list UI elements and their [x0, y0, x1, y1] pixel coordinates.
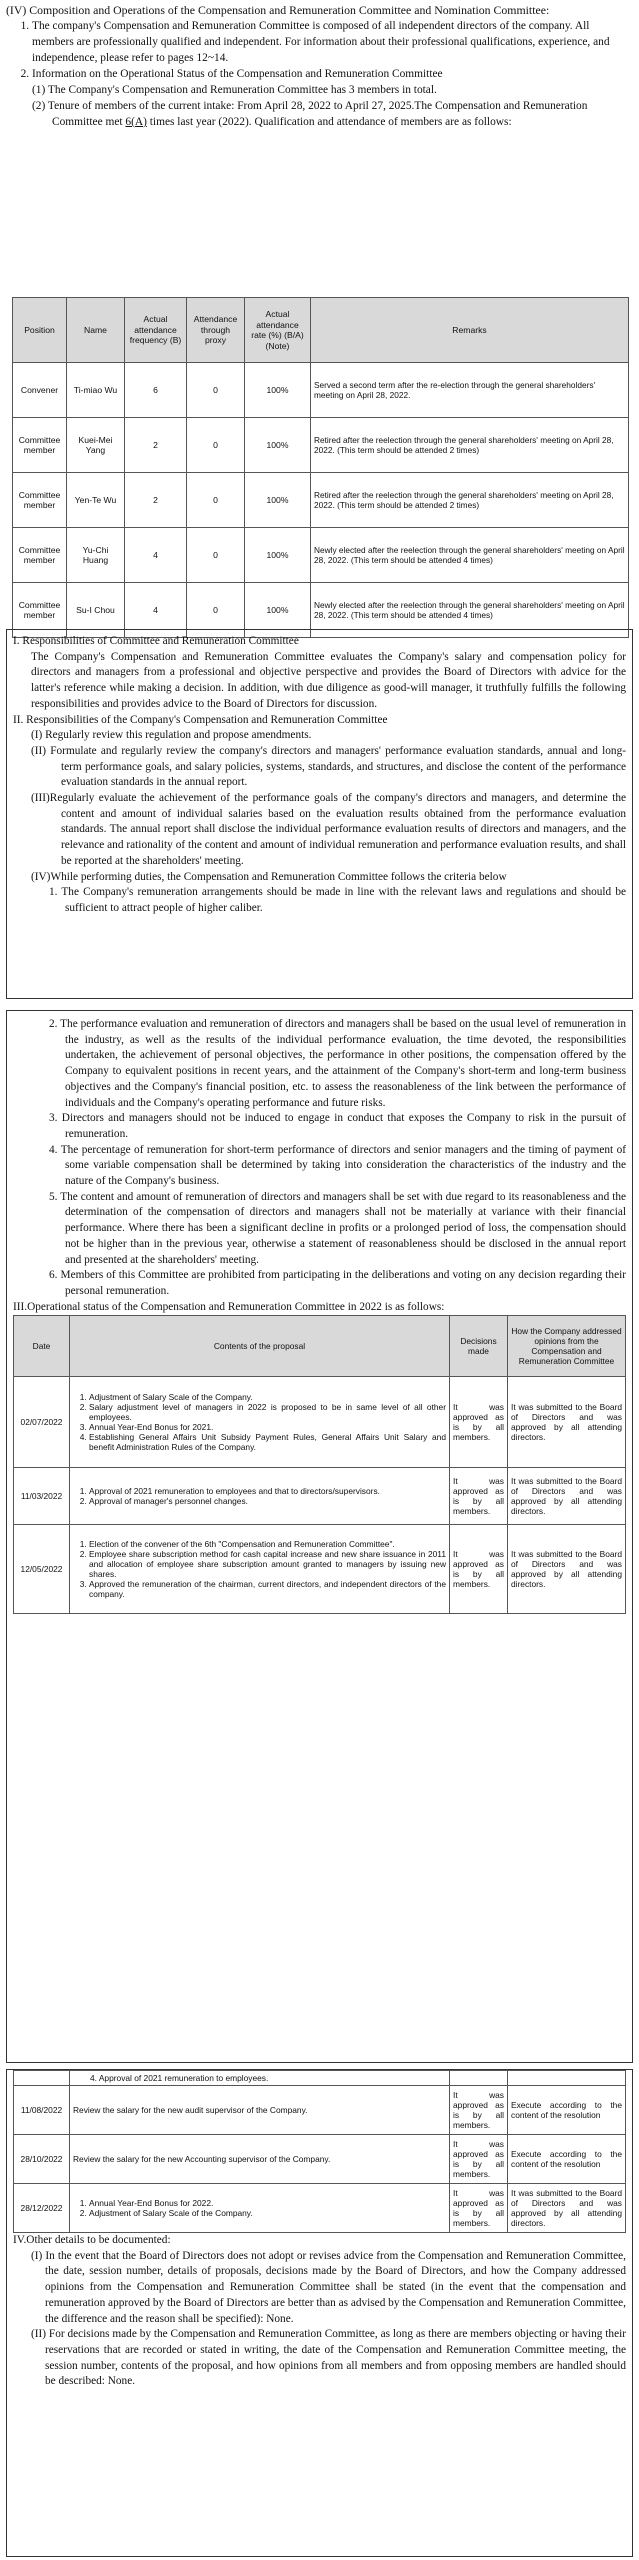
cell-rate: 100%: [245, 528, 311, 583]
cell-contents: Review the salary for the new audit supervisor of the Company.: [70, 2086, 450, 2135]
criteria-6: 6. Members of this Committee are prohibited from participating in the deliberations and voting on any decision regarding their personal remuneration.: [49, 1269, 626, 1297]
cell-actual: 4: [125, 528, 187, 583]
cell-remarks: Served a second term after the re-election through the general shareholders' meeting on April 28, 2022.: [311, 363, 629, 418]
cell-date: [14, 2071, 70, 2086]
other-detail-ii: (II) For decisions made by the Compensation and Remuneration Committee, as long as there are members objecting or having their reservations that are recorded or stated in writing, the date of the Compensation and Remuneration Committee meeting, the session number, contents of the proposal, and how opinions from all members and from opposing members are handled should be described: None.: [31, 2328, 626, 2388]
cell-position: Committee member: [13, 528, 67, 583]
header-name: Name: [67, 298, 125, 363]
cell-remarks: Retired after the reelection through the general shareholders' meeting on April 28, 2022. (This term should be attended 2 times): [311, 418, 629, 473]
cell-position: Committee member: [13, 473, 67, 528]
cell-date: 02/07/2022: [14, 1377, 70, 1468]
section-iv-sub-2: [32, 98, 634, 130]
responsibilities-box: [6, 629, 633, 999]
cell-contents: [70, 1525, 450, 1614]
cell-contents: [70, 1377, 450, 1468]
cell-proxy: 0: [187, 473, 245, 528]
other-detail-i: (I) In the event that the Board of Directors does not adopt or revises advice from the Compensation and Remuneration Committee, the date, session number, details of proposals, decisions made by the Board of Directors, and how the Company addressed opinions from the Compensation and Remuneration Committee shall be stated (in the event that the compensation and remuneration approved by the Board of Directors are better than as advised by the Compensation and Remuneration Committee, the difference and the reason shall be specified): None.: [31, 2249, 626, 2325]
sub2-times: 6(A): [125, 116, 147, 128]
cell-decision: It was approved as is by all members.: [450, 2184, 508, 2233]
table-row: [13, 363, 629, 418]
cell-name: Kuei-Mei Yang: [67, 418, 125, 473]
responsibility-i: (I) Regularly review this regulation and propose amendments.: [31, 729, 312, 742]
table-row: [14, 1377, 626, 1468]
attendance-header-row: [13, 298, 629, 363]
header-remarks: Remarks: [311, 298, 629, 363]
cell-handling: It was submitted to the Board of Directors and was approved by all attending directors.: [508, 1377, 626, 1468]
cell-actual: 2: [125, 473, 187, 528]
proposal-list: [73, 1486, 446, 1506]
operational-status-heading: III.Operational status of the Compensation and Remuneration Committee in 2022 is as follows:: [13, 1300, 445, 1313]
cell-decision: [450, 2071, 508, 2086]
sub2-pre: (2) Tenure of members of the current intake: From April 28, 2022 to April 27, 2025.The Compensation and Remuneration Committee met: [32, 100, 588, 128]
table-row: [14, 1525, 626, 1614]
table-row: [14, 2184, 626, 2233]
cell-name: Ti-miao Wu: [67, 363, 125, 418]
cell-rate: 100%: [245, 473, 311, 528]
attendance-table: [12, 297, 629, 638]
cell-rate: 100%: [245, 583, 311, 638]
section-iv: [6, 2, 634, 130]
cell-handling: It was submitted to the Board of Directors and was approved by all attending directors.: [508, 2184, 626, 2233]
table-row: [14, 1468, 626, 1525]
cell-decision: It was approved as is by all members.: [450, 1525, 508, 1614]
list-item: 1. Election of the convener of the 6th "Compensation and Remuneration Committee".: [89, 1539, 446, 1549]
criteria-4: 4. The percentage of remuneration for short-term performance of directors and senior managers and the timing of payment of some variable compensation shall be determined by taking into consideration the characteristics of the industry and the nature of the Company's business.: [49, 1143, 626, 1188]
list-item: 1. Adjustment of Salary Scale of the Company.: [89, 1392, 446, 1402]
cell-handling: Execute according to the content of the resolution: [508, 2086, 626, 2135]
responsibilities-heading-2: II. Responsibilities of the Company's Compensation and Remuneration Committee: [13, 713, 388, 726]
responsibilities-paragraph: The Company's Compensation and Remuneration Committee evaluates the Company's salary and compensation policy for directors and managers from a professional and objective perspective and provides the Board of Directors with advice for the latter's reference while making a decision. In addition, with due diligence as good-will manager, it truthfully fulfills the following responsibilities and provides advice to the Board of Directors for discussion.: [31, 650, 626, 710]
cell-handling: It was submitted to the Board of Directors and was approved by all attending directors.: [508, 1525, 626, 1614]
table-row: [13, 473, 629, 528]
cell-rate: 100%: [245, 418, 311, 473]
proposal-list: [73, 1539, 446, 1599]
criteria-3: 3. Directors and managers should not be induced to engage in conduct that exposes the Company to risk in the pursuit of remuneration.: [49, 1112, 626, 1140]
cell-date: 11/08/2022: [14, 2086, 70, 2135]
cell-position: Convener: [13, 363, 67, 418]
operational-header-row: [14, 1316, 626, 1377]
responsibility-ii: (II) Formulate and regularly review the company's directors and managers' performance evaluation standards, annual and long-term performance goals, and salary policies, systems, standards, and structures, and disclose the content of the performance evaluation standards in the annual report.: [31, 744, 626, 789]
header-handling: How the Company addressed opinions from the Compensation and Remuneration Committee: [508, 1316, 626, 1377]
cell-date: 11/03/2022: [14, 1468, 70, 1525]
section-iv-sublist: [32, 82, 634, 130]
cell-remarks: Newly elected after the reelection through the general shareholders' meeting on April 28, 2022. (This term should be attended 4 times): [311, 528, 629, 583]
header-date: Date: [14, 1316, 70, 1377]
table-row: [13, 528, 629, 583]
cell-actual: 4: [125, 583, 187, 638]
table-row: [14, 2086, 626, 2135]
cell-date: 28/10/2022: [14, 2135, 70, 2184]
cell-name: Yen-Te Wu: [67, 473, 125, 528]
proposal-list: [73, 1392, 446, 1452]
cell-date: 12/05/2022: [14, 1525, 70, 1614]
cell-decision: It was approved as is by all members.: [450, 1377, 508, 1468]
header-position: Position: [13, 298, 67, 363]
section-iv-heading: (IV) Composition and Operations of the Compensation and Remuneration Committee and Nomination Committee:: [6, 3, 550, 17]
list-item: 1. Annual Year-End Bonus for 2022.: [89, 2198, 446, 2208]
cell-proxy: 0: [187, 583, 245, 638]
header-proxy: Attendance through proxy: [187, 298, 245, 363]
cell-handling: It was submitted to the Board of Directors and was approved by all attending directors.: [508, 1468, 626, 1525]
section-iv-item-2-text: Information on the Operational Status of the Compensation and Remuneration Committee: [32, 68, 443, 80]
cell-date: 28/12/2022: [14, 2184, 70, 2233]
list-item: 2. Salary adjustment level of managers in 2022 is proposed to be in same level of all other employees.: [89, 1402, 446, 1422]
responsibilities-heading-1: I. Responsibilities of Committee and Remuneration Committee: [13, 635, 299, 647]
responsibility-iv: (IV)While performing duties, the Compensation and Remuneration Committee follows the criteria below: [31, 870, 507, 883]
table-row: [13, 418, 629, 473]
continued-box: [6, 2069, 633, 2557]
cell-contents: [70, 2184, 450, 2233]
cell-contents: 4. Approval of 2021 remuneration to employees.: [70, 2071, 450, 2086]
cell-decision: It was approved as is by all members.: [450, 2135, 508, 2184]
cell-actual: 6: [125, 363, 187, 418]
cell-remarks: Newly elected after the reelection through the general shareholders' meeting on April 28, 2022. (This term should be attended 4 times): [311, 583, 629, 638]
cell-decision: It was approved as is by all members.: [450, 1468, 508, 1525]
cell-proxy: 0: [187, 418, 245, 473]
header-contents: Contents of the proposal: [70, 1316, 450, 1377]
cell-handling: [508, 2071, 626, 2086]
criteria-1: 1. The Company's remuneration arrangements should be made in line with the relevant laws and regulations and should be sufficient to attract people of higher caliber.: [49, 886, 626, 914]
header-actual-attendance: Actual attendance frequency (B): [125, 298, 187, 363]
list-item: 2. Adjustment of Salary Scale of the Company.: [89, 2208, 446, 2218]
list-item: 1. Approval of 2021 remuneration to employees and that to directors/supervisors.: [89, 1486, 446, 1496]
section-iv-item-2: [32, 66, 634, 130]
operational-status-table-continued: [13, 2070, 626, 2233]
header-rate: Actual attendance rate (%) (B/A) (Note): [245, 298, 311, 363]
cell-actual: 2: [125, 418, 187, 473]
criteria-box: [6, 1010, 633, 2063]
responsibility-iii: (III)Regularly evaluate the achievement of the performance goals of the company's directors and managers, and determine the content and amount of individual salaries based on the evaluation results obtained from the performance evaluation standards. The annual report shall disclose the individual performance evaluation results of directors and managers, and the relevance and rationality of the content and amount of individual remuneration and performance evaluation results, and shall be reported at the shareholders' meeting.: [31, 792, 626, 867]
section-iv-item-1: 1. The company's Compensation and Remuneration Committee is composed of all independent directors of the company. All members are professionally qualified and independent. For information about their professional qualifications, experience, and independence, please refer to pages 12~14.: [32, 18, 634, 66]
list-item: 4. Establishing General Affairs Unit Subsidy Payment Rules, General Affairs Unit Salary and benefit Administration Rules of the Company.: [89, 1432, 446, 1452]
section-iv-list: [6, 18, 634, 130]
cell-name: Yu-Chi Huang: [67, 528, 125, 583]
cell-proxy: 0: [187, 528, 245, 583]
other-details-heading: IV.Other details to be documented:: [13, 2234, 171, 2246]
operational-status-table: [13, 1315, 626, 1614]
cell-rate: 100%: [245, 363, 311, 418]
cell-handling: Execute according to the content of the resolution: [508, 2135, 626, 2184]
list-item: 2. Employee share subscription method for cash capital increase and new share issuance in 2011 and allocation of employee share subscription amount granted to managers by issuing new shares.: [89, 1549, 446, 1579]
header-decisions: Decisions made: [450, 1316, 508, 1377]
cell-contents: Review the salary for the new Accounting supervisor of the Company.: [70, 2135, 450, 2184]
sub2-post: times last year (2022). Qualification and attendance of members are as follows:: [146, 116, 512, 128]
proposal-list: [73, 2198, 446, 2218]
cell-proxy: 0: [187, 363, 245, 418]
cell-position: Committee member: [13, 583, 67, 638]
list-item: 3. Annual Year-End Bonus for 2021.: [89, 1422, 446, 1432]
list-item: 3. Approved the remuneration of the chairman, current directors, and independent directors of the company.: [89, 1579, 446, 1599]
criteria-5: 5. The content and amount of remuneration of directors and managers shall be set with due regard to its reasonableness and the determination of the compensation of directors and managers shall not be materially at variance with their financial performance. Where there has been a significant decline in profits or a prolonged period of loss, the compensation should not be higher than in the previous year, otherwise a statement of reasonableness should be disclosed in the annual report and presented at the shareholders' meeting.: [49, 1190, 626, 1266]
cell-position: Committee member: [13, 418, 67, 473]
table-row: [14, 2135, 626, 2184]
list-item: 2. Approval of manager's personnel changes.: [89, 1496, 446, 1506]
cell-decision: It was approved as is by all members.: [450, 2086, 508, 2135]
cell-remarks: Retired after the reelection through the general shareholders' meeting on April 28, 2022. (This term should be attended 2 times): [311, 473, 629, 528]
table-row: [14, 2071, 626, 2086]
section-iv-sub-1: (1) The Company's Compensation and Remuneration Committee has 3 members in total.: [32, 84, 437, 96]
criteria-2: 2. The performance evaluation and remuneration of directors and managers shall be based on the usual level of remuneration in the industry, as well as the results of the individual performance evaluation, the time devoted, the responsibilities undertaken, the achievement of personal objectives, the performance in other positions, the compensation offered by the Company to equivalent positions in recent years, and the attainment of the Company's short-term and long-term business objectives and the Company's financial position, etc. to assess the reasonableness of the link between the performance of individuals and the Company's operating performance and future risks.: [49, 1018, 626, 1109]
cell-name: Su-I Chou: [67, 583, 125, 638]
cell-contents: [70, 1468, 450, 1525]
